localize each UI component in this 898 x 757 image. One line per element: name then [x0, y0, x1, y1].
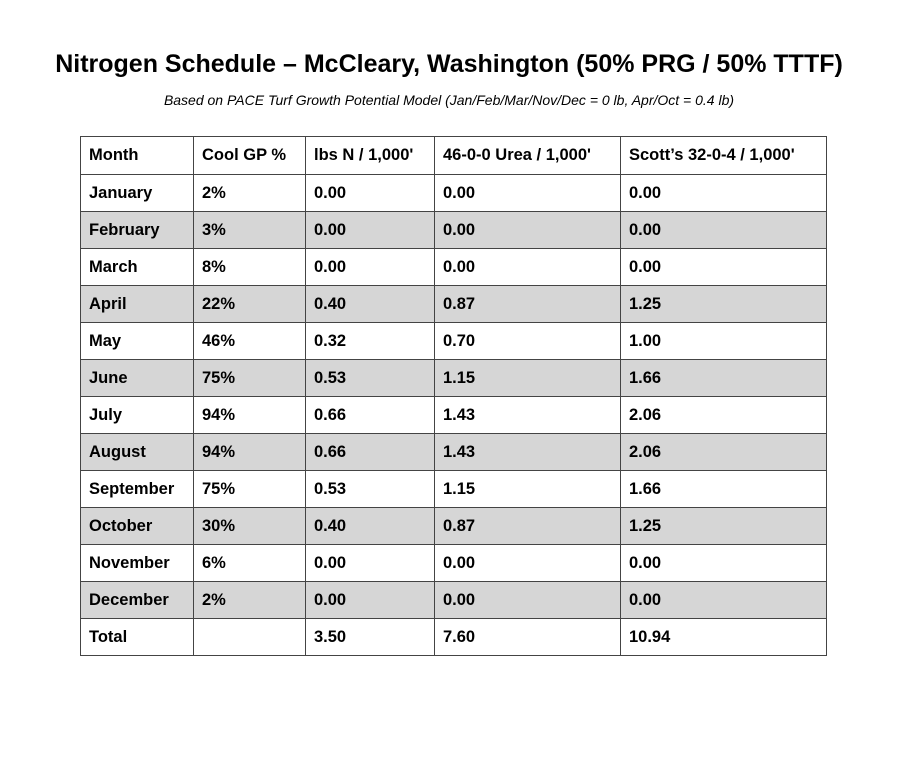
cell-scotts: 1.66 [621, 360, 827, 397]
table-row [81, 249, 827, 286]
table-row [81, 360, 827, 397]
table-row [81, 508, 827, 545]
cell-cool-gp: 22% [194, 286, 306, 323]
cell-month: August [81, 434, 194, 471]
cell-urea: 0.00 [435, 175, 621, 212]
cell-urea: 1.15 [435, 471, 621, 508]
header-cool-gp: Cool GP % [194, 137, 306, 175]
cell-urea: 1.43 [435, 434, 621, 471]
cell-urea: 0.00 [435, 249, 621, 286]
cell-scotts: 1.25 [621, 508, 827, 545]
table-row [81, 286, 827, 323]
cell-urea: 0.87 [435, 508, 621, 545]
cell-scotts: 10.94 [621, 619, 827, 656]
cell-lbs-n: 0.00 [306, 545, 435, 582]
cell-cool-gp [194, 619, 306, 656]
cell-lbs-n: 3.50 [306, 619, 435, 656]
cell-scotts: 1.66 [621, 471, 827, 508]
table-row [81, 397, 827, 434]
cell-month: January [81, 175, 194, 212]
nitrogen-schedule-table [80, 136, 827, 656]
cell-month: Total [81, 619, 194, 656]
cell-lbs-n: 0.00 [306, 212, 435, 249]
cell-lbs-n: 0.32 [306, 323, 435, 360]
cell-lbs-n: 0.53 [306, 471, 435, 508]
table-row [81, 212, 827, 249]
cell-scotts: 1.25 [621, 286, 827, 323]
cell-urea: 0.70 [435, 323, 621, 360]
cell-month: December [81, 582, 194, 619]
cell-lbs-n: 0.66 [306, 434, 435, 471]
page-title: Nitrogen Schedule – McCleary, Washington (50% PRG / 50% TTTF) [55, 50, 843, 78]
page-subtitle: Based on PACE Turf Growth Potential Model (Jan/Feb/Mar/Nov/Dec = 0 lb, Apr/Oct = 0.4 lb) [163, 92, 735, 108]
table-row [81, 471, 827, 508]
cell-lbs-n: 0.00 [306, 249, 435, 286]
cell-urea: 0.00 [435, 582, 621, 619]
cell-cool-gp: 94% [194, 397, 306, 434]
cell-scotts: 0.00 [621, 212, 827, 249]
cell-month: September [81, 471, 194, 508]
cell-month: June [81, 360, 194, 397]
cell-urea: 1.15 [435, 360, 621, 397]
cell-scotts: 2.06 [621, 434, 827, 471]
cell-urea: 0.00 [435, 545, 621, 582]
cell-cool-gp: 8% [194, 249, 306, 286]
cell-urea: 1.43 [435, 397, 621, 434]
table-row [81, 434, 827, 471]
cell-month: April [81, 286, 194, 323]
cell-urea: 0.00 [435, 212, 621, 249]
table-row [81, 323, 827, 360]
cell-month: May [81, 323, 194, 360]
header-lbs-n: lbs N / 1,000' [306, 137, 435, 175]
cell-month: March [81, 249, 194, 286]
cell-scotts: 0.00 [621, 582, 827, 619]
cell-lbs-n: 0.53 [306, 360, 435, 397]
table-row [81, 545, 827, 582]
cell-cool-gp: 75% [194, 360, 306, 397]
cell-cool-gp: 46% [194, 323, 306, 360]
cell-lbs-n: 0.40 [306, 286, 435, 323]
cell-lbs-n: 0.00 [306, 175, 435, 212]
cell-month: November [81, 545, 194, 582]
cell-lbs-n: 0.00 [306, 582, 435, 619]
cell-lbs-n: 0.66 [306, 397, 435, 434]
table-header-row [81, 137, 827, 175]
cell-scotts: 0.00 [621, 249, 827, 286]
cell-cool-gp: 30% [194, 508, 306, 545]
cell-month: February [81, 212, 194, 249]
table-row [81, 582, 827, 619]
cell-cool-gp: 2% [194, 175, 306, 212]
header-scotts: Scott’s 32-0-4 / 1,000' [621, 137, 827, 175]
cell-month: October [81, 508, 194, 545]
table-total-row [81, 619, 827, 656]
cell-urea: 7.60 [435, 619, 621, 656]
header-month: Month [81, 137, 194, 175]
cell-scotts: 2.06 [621, 397, 827, 434]
cell-scotts: 0.00 [621, 175, 827, 212]
cell-lbs-n: 0.40 [306, 508, 435, 545]
cell-scotts: 0.00 [621, 545, 827, 582]
cell-cool-gp: 75% [194, 471, 306, 508]
cell-month: July [81, 397, 194, 434]
cell-cool-gp: 3% [194, 212, 306, 249]
cell-scotts: 1.00 [621, 323, 827, 360]
cell-cool-gp: 6% [194, 545, 306, 582]
header-urea: 46-0-0 Urea / 1,000' [435, 137, 621, 175]
cell-urea: 0.87 [435, 286, 621, 323]
table-row [81, 175, 827, 212]
cell-cool-gp: 94% [194, 434, 306, 471]
cell-cool-gp: 2% [194, 582, 306, 619]
